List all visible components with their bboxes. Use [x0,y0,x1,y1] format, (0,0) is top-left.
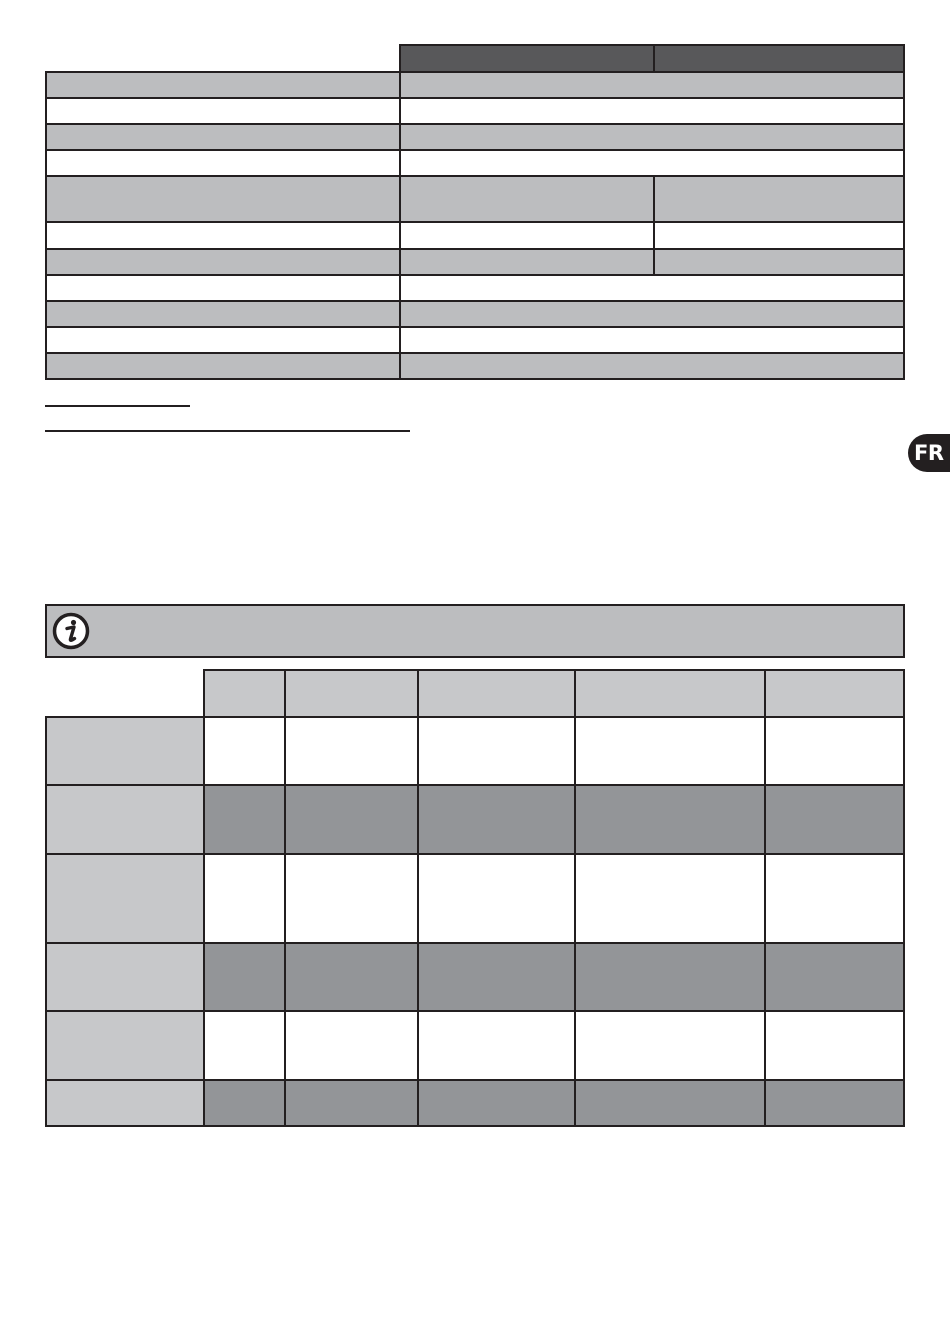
spec-row-label [45,248,401,276]
spec-header-col-2 [653,44,905,73]
spec-row-label [45,352,401,380]
spec-row-value-b [653,175,905,223]
grid-cell [417,1010,576,1081]
grid-header-col-3 [417,669,576,718]
spec-row-value-b [653,221,905,250]
grid-cell [764,784,905,855]
grid-cell [764,1079,905,1127]
spec-row-value [399,326,905,354]
grid-cell [764,942,905,1012]
grid-cell [203,942,286,1012]
grid-cell [284,942,419,1012]
grid-row-header [45,1079,205,1127]
spec-row-label [45,175,401,223]
grid-cell [417,784,576,855]
grid-cell [203,784,286,855]
spec-row-value-a [399,221,655,250]
grid-cell [203,1079,286,1127]
spec-row-value [399,71,905,99]
info-icon [52,612,90,650]
grid-cell [203,1010,286,1081]
grid-row-header [45,853,205,944]
grid-cell [284,1079,419,1127]
spec-row-value-b [653,248,905,276]
grid-cell [574,853,766,944]
spec-row-label [45,71,401,99]
spec-row-value [399,149,905,177]
spec-row-value [399,300,905,328]
heading-underline-short [45,405,190,407]
grid-cell [284,716,419,786]
spec-row-label [45,300,401,328]
grid-cell [574,1079,766,1127]
grid-cell [574,716,766,786]
grid-cell [417,853,576,944]
grid-header-col-2 [284,669,419,718]
grid-cell [284,1010,419,1081]
grid-cell [574,942,766,1012]
spec-row-label [45,123,401,151]
grid-cell [574,784,766,855]
spec-row-label [45,326,401,354]
spec-row-label [45,221,401,250]
grid-header-col-1 [203,669,286,718]
spec-row-label [45,274,401,302]
grid-cell [203,853,286,944]
info-notice-bar [45,604,905,658]
spec-row-value-a [399,248,655,276]
grid-cell [417,716,576,786]
grid-row-header [45,716,205,786]
heading-underline-long [45,430,410,432]
grid-cell [284,784,419,855]
spec-row-label [45,97,401,125]
language-tab [908,434,950,472]
grid-cell [574,1010,766,1081]
grid-cell [203,716,286,786]
spec-row-value [399,97,905,125]
grid-cell [764,716,905,786]
grid-cell [417,1079,576,1127]
spec-header-col-1 [399,44,655,73]
spec-row-label [45,149,401,177]
spec-row-value-a [399,175,655,223]
grid-row-header [45,1010,205,1081]
language-tab-label: FR [914,441,944,465]
grid-header-col-5 [764,669,905,718]
grid-row-header [45,784,205,855]
grid-cell [284,853,419,944]
grid-cell [764,1010,905,1081]
grid-row-header [45,942,205,1012]
spec-row-value [399,123,905,151]
spec-row-value [399,274,905,302]
spec-row-value [399,352,905,380]
grid-header-col-4 [574,669,766,718]
grid-cell [764,853,905,944]
grid-cell [417,942,576,1012]
